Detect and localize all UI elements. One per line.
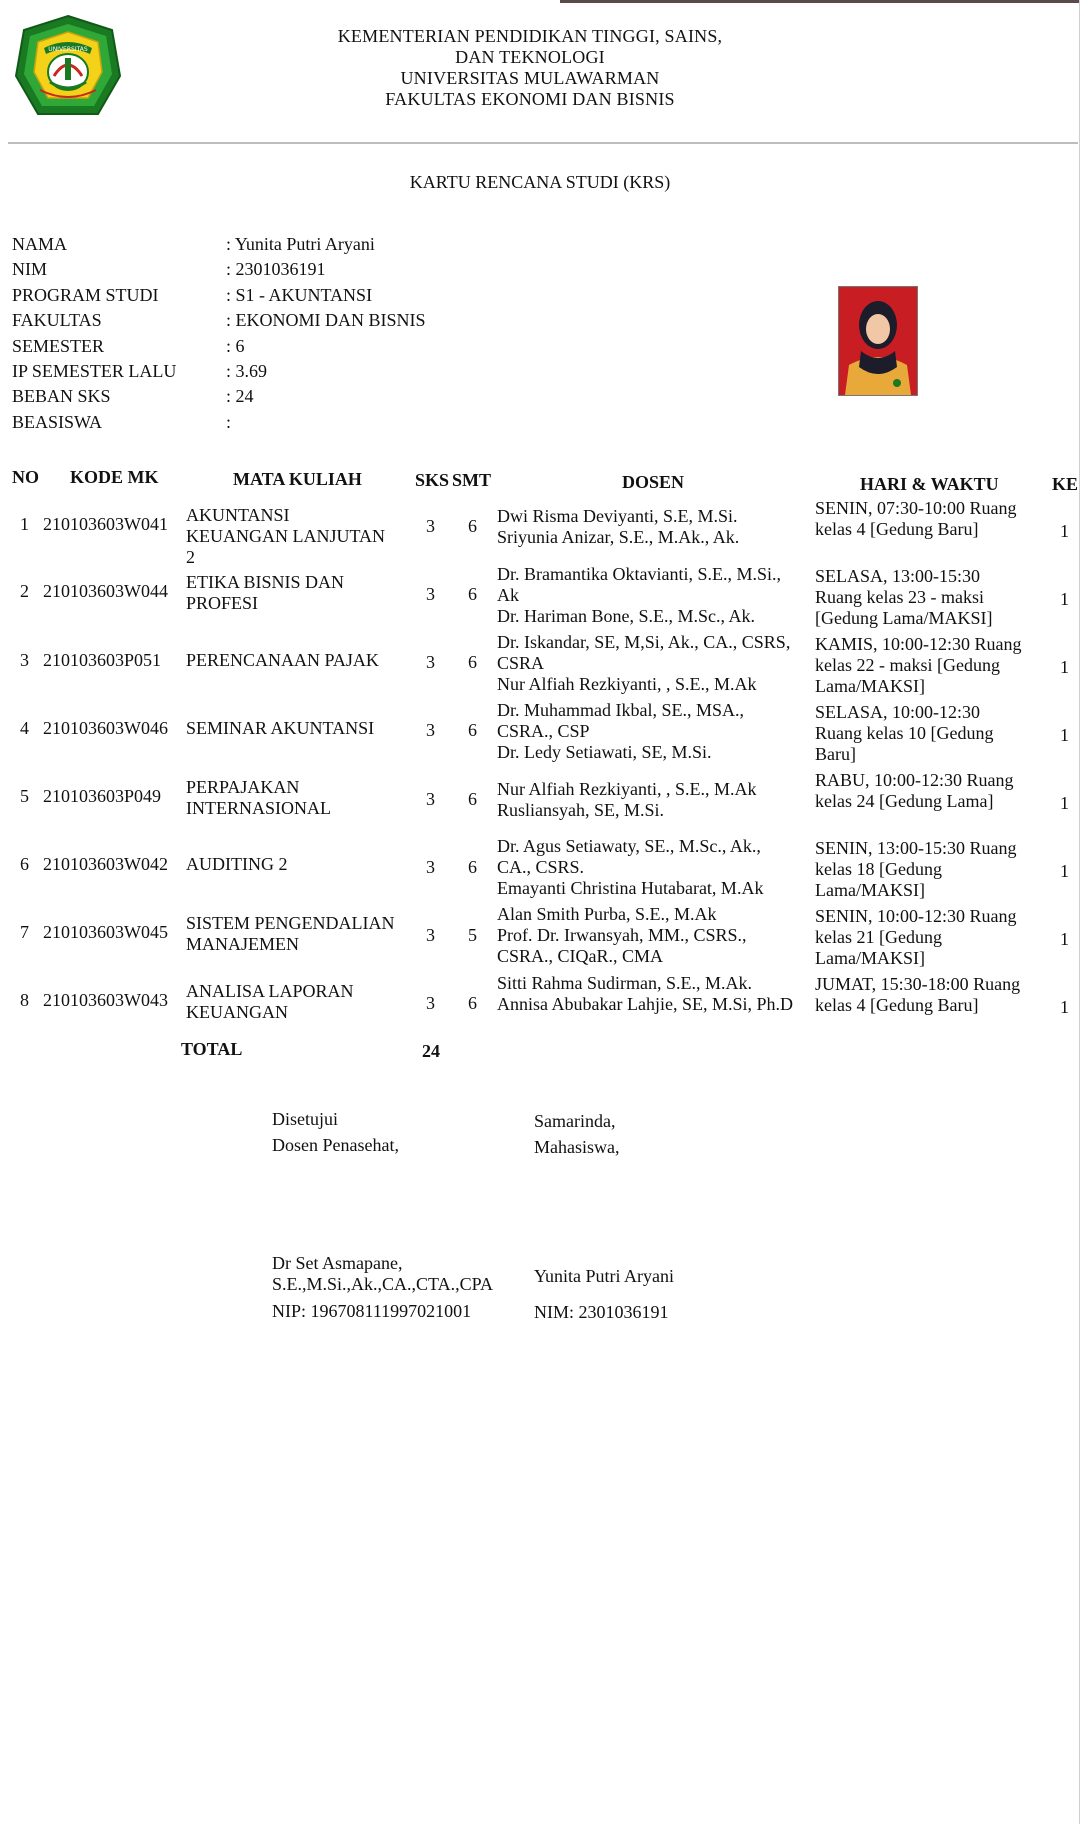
cell-ke: 1 — [1060, 793, 1069, 813]
institution-header — [270, 26, 790, 110]
field-value: : 24 — [226, 386, 254, 406]
cell-smt: 6 — [468, 720, 477, 740]
cell-no: 2 — [20, 581, 29, 601]
cell-no: 3 — [20, 650, 29, 670]
dosen-name: Emayanti Christina Hutabarat, M.Ak — [497, 878, 764, 898]
cell-kode-mk: 210103603W041 — [43, 514, 168, 534]
field-value: : — [226, 412, 232, 432]
field-value: : S1 - AKUNTANSI — [226, 285, 373, 305]
cell-hari-waktu: SENIN, 10:00-12:30 Ruang kelas 21 [Gedung Lama/MAKSI] — [815, 906, 1017, 968]
student-line2: Mahasiswa, — [534, 1137, 620, 1157]
cell-sks: 3 — [426, 652, 435, 672]
cell-kode-mk: 210103603W046 — [43, 718, 168, 738]
cell-sks: 3 — [426, 789, 435, 809]
cell-kode-mk: 210103603W045 — [43, 922, 168, 942]
logo-text: UNIVERSITAS — [48, 46, 88, 53]
cell-kode-mk: 210103603P051 — [43, 650, 162, 670]
cell-mata-kuliah: ANALISA LAPORAN KEUANGAN — [186, 981, 354, 1022]
header-line-university: UNIVERSITAS MULAWARMAN — [400, 68, 660, 88]
cell-kode-mk: 210103603W044 — [43, 581, 168, 601]
cell-mata-kuliah: SISTEM PENGENDALIAN MANAJEMEN — [186, 913, 395, 954]
advisor-approval — [272, 1106, 399, 1158]
col-header-kode-mk: KODE MK — [70, 467, 159, 487]
cell-smt: 6 — [468, 857, 477, 877]
dosen-name: Prof. Dr. Irwansyah, MM., CSRS., CSRA., CIQaR., CMA — [497, 925, 747, 966]
col-header-sks: SKS — [415, 470, 450, 490]
dosen-name: Dwi Risma Deviyanti, S.E, M.Si. — [497, 506, 738, 526]
cell-ke: 1 — [1060, 929, 1069, 949]
cell-dosen — [497, 506, 815, 548]
cell-dosen — [497, 700, 787, 763]
field-value: : Yunita Putri Aryani — [226, 234, 375, 254]
field-label: PROGRAM STUDI — [12, 285, 159, 305]
cell-mata-kuliah: PERPAJAKAN INTERNASIONAL — [186, 777, 331, 818]
advisor-nip: NIP: 196708111997021001 — [272, 1301, 472, 1321]
top-border-line — [560, 0, 1080, 3]
cell-smt: 6 — [468, 516, 477, 536]
col-header-smt: SMT — [452, 470, 492, 490]
dosen-name: Sitti Rahma Sudirman, S.E., M.Ak. — [497, 973, 753, 993]
cell-dosen — [497, 564, 787, 627]
field-value: : 6 — [226, 336, 245, 356]
student-photo-icon — [839, 287, 917, 395]
col-header-ke: KE — [1052, 474, 1079, 494]
cell-ke: 1 — [1060, 725, 1069, 745]
student-nim: NIM: 2301036191 — [534, 1302, 669, 1322]
cell-sks: 3 — [426, 925, 435, 945]
field-label: NIM — [12, 259, 47, 279]
cell-mata-kuliah: SEMINAR AKUNTANSI — [186, 718, 375, 738]
dosen-name: Dr. Bramantika Oktavianti, S.E., M.Si., Ak — [497, 564, 781, 605]
field-label: BEBAN SKS — [12, 386, 111, 406]
cell-dosen — [497, 632, 815, 695]
dosen-name: Nur Alfiah Rezkiyanti, , S.E., M.Ak — [497, 674, 757, 694]
header-line-ministry: KEMENTERIAN PENDIDIKAN TINGGI, SAINS, — [337, 26, 723, 46]
university-logo-icon — [14, 14, 122, 118]
cell-no: 6 — [20, 854, 29, 874]
cell-smt: 6 — [468, 993, 477, 1013]
cell-ke: 1 — [1060, 997, 1069, 1017]
cell-ke: 1 — [1060, 589, 1069, 609]
total-sks: 24 — [422, 1041, 440, 1061]
cell-mata-kuliah: AKUNTANSI KEUANGAN LANJUTAN 2 — [186, 505, 386, 567]
header-divider — [8, 142, 1078, 144]
field-label: NAMA — [12, 234, 68, 254]
cell-ke: 1 — [1060, 521, 1069, 541]
cell-dosen — [497, 904, 787, 967]
student-approval — [534, 1108, 619, 1160]
student-photo — [838, 286, 918, 396]
student-signature-name: Yunita Putri Aryani — [534, 1266, 674, 1286]
dosen-name: Dr. Iskandar, SE, M,Si, Ak., CA., CSRS, CSRA — [497, 632, 791, 673]
cell-no: 7 — [20, 922, 29, 942]
field-value: : EKONOMI DAN BISNIS — [226, 310, 426, 330]
cell-hari-waktu: SELASA, 10:00-12:30 Ruang kelas 10 [Gedung Baru] — [815, 702, 994, 764]
student-line1: Samarinda, — [534, 1111, 616, 1131]
cell-hari-waktu: SELASA, 13:00-15:30 Ruang kelas 23 - maksi [Gedung Lama/MAKSI] — [815, 566, 993, 628]
cell-dosen — [497, 779, 815, 821]
cell-hari-waktu: SENIN, 07:30-10:00 Ruang kelas 4 [Gedung Baru] — [815, 498, 1017, 539]
cell-sks: 3 — [426, 516, 435, 536]
cell-ke: 1 — [1060, 861, 1069, 881]
cell-smt: 6 — [468, 652, 477, 672]
cell-mata-kuliah: PERENCANAAN PAJAK — [186, 650, 379, 670]
advisor-line1: Disetujui — [272, 1109, 338, 1129]
cell-hari-waktu: KAMIS, 10:00-12:30 Ruang kelas 22 - maksi [Gedung Lama/MAKSI] — [815, 634, 1022, 696]
field-label: BEASISWA — [12, 412, 103, 432]
cell-kode-mk: 210103603P049 — [43, 786, 162, 806]
field-label: IP SEMESTER LALU — [12, 361, 177, 381]
cell-kode-mk: 210103603W043 — [43, 990, 168, 1010]
field-value: : 3.69 — [226, 361, 268, 381]
cell-dosen — [497, 973, 815, 1015]
dosen-name: Dr. Agus Setiawaty, SE., M.Sc., Ak., CA., CSRS. — [497, 836, 761, 877]
cell-hari-waktu: RABU, 10:00-12:30 Ruang kelas 24 [Gedung Lama] — [815, 770, 1014, 811]
cell-sks: 3 — [426, 993, 435, 1013]
col-header-hari-waktu: HARI & WAKTU — [860, 474, 999, 494]
dosen-name: Nur Alfiah Rezkiyanti, , S.E., M.Ak — [497, 779, 757, 799]
dosen-name: Annisa Abubakar Lahjie, SE, M.Si, Ph.D — [497, 994, 793, 1014]
cell-smt: 6 — [468, 789, 477, 809]
col-header-no: NO — [12, 467, 39, 487]
col-header-dosen: DOSEN — [622, 472, 685, 492]
cell-ke: 1 — [1060, 657, 1069, 677]
cell-no: 4 — [20, 718, 29, 738]
header-line-faculty: FAKULTAS EKONOMI DAN BISNIS — [385, 89, 675, 109]
cell-mata-kuliah: AUDITING 2 — [186, 854, 288, 874]
dosen-name: Rusliansyah, SE, M.Si. — [497, 800, 665, 820]
dosen-name: Dr. Hariman Bone, S.E., M.Sc., Ak. — [497, 606, 755, 626]
total-label: TOTAL — [181, 1039, 243, 1059]
cell-no: 8 — [20, 990, 29, 1010]
dosen-name: Sriyunia Anizar, S.E., M.Ak., Ak. — [497, 527, 740, 547]
cell-no: 5 — [20, 786, 29, 806]
document-title: KARTU RENCANA STUDI (KRS) — [409, 172, 671, 192]
header-line-ministry-2: DAN TEKNOLOGI — [455, 47, 605, 67]
field-label: FAKULTAS — [12, 310, 102, 330]
dosen-name: Dr. Muhammad Ikbal, SE., MSA., CSRA., CSP — [497, 700, 744, 741]
cell-sks: 3 — [426, 857, 435, 877]
advisor-name: Dr Set Asmapane, S.E.,M.Si.,Ak.,CA.,CTA.,CPA — [272, 1253, 493, 1294]
field-value: : 2301036191 — [226, 259, 326, 279]
cell-no: 1 — [20, 514, 29, 534]
cell-dosen — [497, 836, 787, 899]
dosen-name: Dr. Ledy Setiawati, SE, M.Si. — [497, 742, 712, 762]
col-header-mata-kuliah: MATA KULIAH — [233, 469, 362, 489]
cell-hari-waktu: JUMAT, 15:30-18:00 Ruang kelas 4 [Gedung Baru] — [815, 974, 1021, 1015]
cell-sks: 3 — [426, 720, 435, 740]
cell-sks: 3 — [426, 584, 435, 604]
dosen-name: Alan Smith Purba, S.E., M.Ak — [497, 904, 717, 924]
advisor-line2: Dosen Penasehat, — [272, 1135, 399, 1155]
cell-kode-mk: 210103603W042 — [43, 854, 168, 874]
cell-smt: 5 — [468, 925, 477, 945]
field-label: SEMESTER — [12, 336, 105, 356]
cell-smt: 6 — [468, 584, 477, 604]
cell-hari-waktu: SENIN, 13:00-15:30 Ruang kelas 18 [Gedung Lama/MAKSI] — [815, 838, 1017, 900]
cell-mata-kuliah: ETIKA BISNIS DAN PROFESI — [186, 572, 345, 613]
